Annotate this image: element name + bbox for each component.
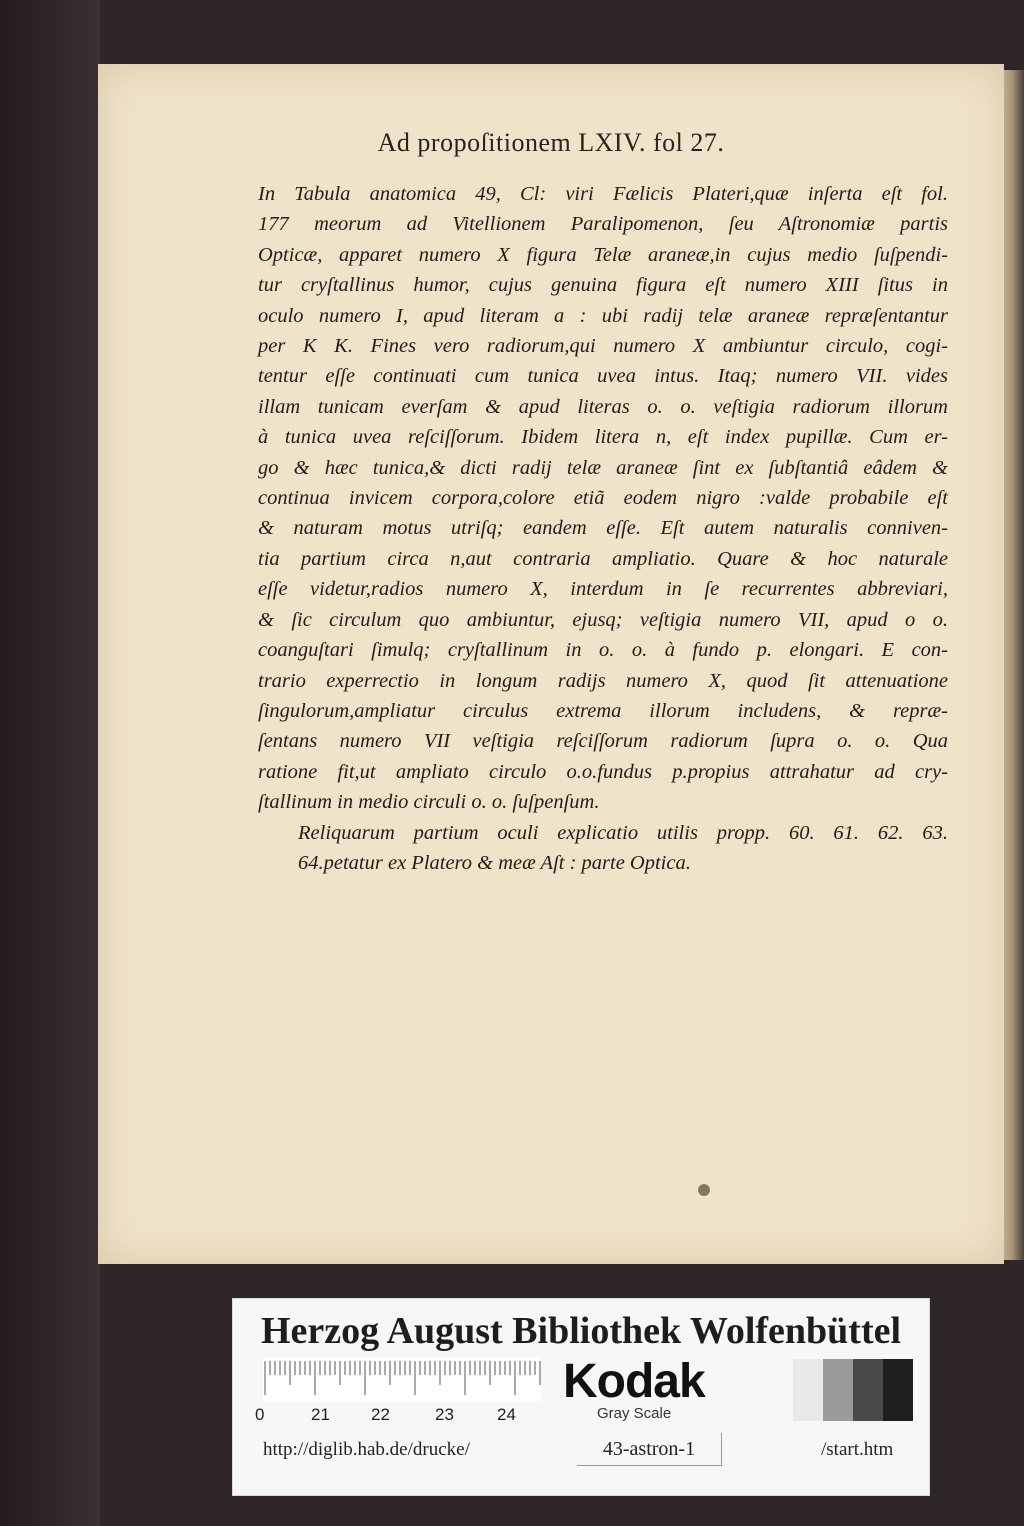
kodak-logo: Kodak (563, 1355, 705, 1408)
body-text (258, 179, 948, 878)
text-line: trario experrectio in longum radijs numero X, quod ſit attenuatione (258, 669, 948, 692)
grayscale-swatches (793, 1359, 913, 1421)
page-heading: Ad propoſitionem LXIV. fol 27. (377, 128, 725, 157)
start-link[interactable]: /start.htm (821, 1439, 894, 1460)
text-line: go & hæc tunica,& dicti radij telæ araneæ ſint ex ſubſtantiâ eâdem & (258, 456, 948, 479)
text-line: Opticæ, apparet numero X figura Telæ araneæ,in cujus medio ſuſpendi- (258, 243, 948, 266)
ink-stain (698, 1184, 710, 1196)
text-line: à tunica uvea reſciſſorum. Ibidem litera n, eſt index pupillæ. Cum er- (258, 426, 948, 449)
swatch (823, 1359, 853, 1421)
paragraph-main (258, 179, 948, 818)
ruler-labels (255, 1405, 555, 1427)
text-line: In Tabula anatomica 49, Cl: viri Fælicis Plateri,quæ inſerta eſt fol. (258, 183, 948, 205)
library-color-card (232, 1298, 930, 1496)
text-line: & naturam motus utriſq; eandem eſſe. Eſt autem naturalis conniven- (258, 517, 948, 540)
grayscale-label: Gray Scale (597, 1405, 672, 1422)
text-line: ratione fit,ut ampliato circulo o.o.fundus p.propius attrahatur ad cry- (258, 760, 948, 783)
text-line: ſentans numero VII veſtigia reſciſſorum radiorum ſupra o. o. Qua (258, 730, 948, 753)
text-line: tentur eſſe continuati cum tunica uvea intus. Itaq; numero VII. vides (258, 365, 948, 388)
text-line: tur cryſtallinus humor, cujus genuina figura eſt numero XIII ſitus in (258, 274, 948, 297)
text-line: Reliquarum partium oculi explicatio utilis propp. 60. 61. 62. 63. (298, 821, 948, 844)
library-title: Herzog August Bibliothek Wolfenbüttel (260, 1310, 902, 1352)
text-line: eſſe videtur,radios numero X, interdum in ſe recurrentes abbreviari, (258, 578, 948, 601)
text-line: ſtallinum in medio circuli o. o. ſuſpenſum. (258, 791, 600, 814)
measurement-ruler (263, 1357, 541, 1401)
text-line: coanguſtari ſimulq; cryſtallinum in o. o. à fundo p. elongari. E con- (258, 639, 948, 662)
text-line: 177 meorum ad Vitellionem Paralipomenon, ſeu Aſtronomiæ partis (258, 213, 948, 236)
scan-background-left (0, 0, 100, 1526)
text-line: 64.petatur ex Platero & meæ Aſt : parte Optica. (298, 851, 691, 874)
swatch (883, 1359, 913, 1421)
paragraph-secondary (258, 818, 948, 879)
text-line: continua invicem corpora,colore etiã eodem nigro :valde probabile eſt (258, 487, 948, 510)
text-line: & ſic circulum quo ambiuntur, ejusq; veſtigia numero VII, apud o o. (258, 608, 948, 631)
ruler-label: 21 (311, 1405, 330, 1424)
text-line: oculo numero I, apud literam a : ubi radij telæ araneæ repræſentantur (258, 304, 948, 327)
ruler-label: 24 (497, 1405, 516, 1424)
text-line: illam tunicam everſam & apud literas o. o. veſtigia radiorum illorum (258, 395, 948, 418)
source-url[interactable]: http://diglib.hab.de/drucke/ (263, 1439, 470, 1460)
ruler-label: 22 (371, 1405, 390, 1424)
swatch (793, 1359, 823, 1421)
text-line: per K K. Fines vero radiorum,qui numero X ambiuntur circulo, cogi- (258, 335, 948, 358)
text-line: tia partium circa n,aut contraria ampliatio. Quare & hoc naturale (258, 547, 948, 570)
ruler-label: 0 (255, 1405, 265, 1424)
book-page (98, 64, 1004, 1264)
text-line: ſingulorum,ampliatur circulus extrema illorum includens, & repræ- (258, 699, 948, 722)
ruler-label: 23 (435, 1405, 454, 1424)
swatch (853, 1359, 883, 1421)
document-identifier: 43-astron-1 (577, 1433, 722, 1466)
